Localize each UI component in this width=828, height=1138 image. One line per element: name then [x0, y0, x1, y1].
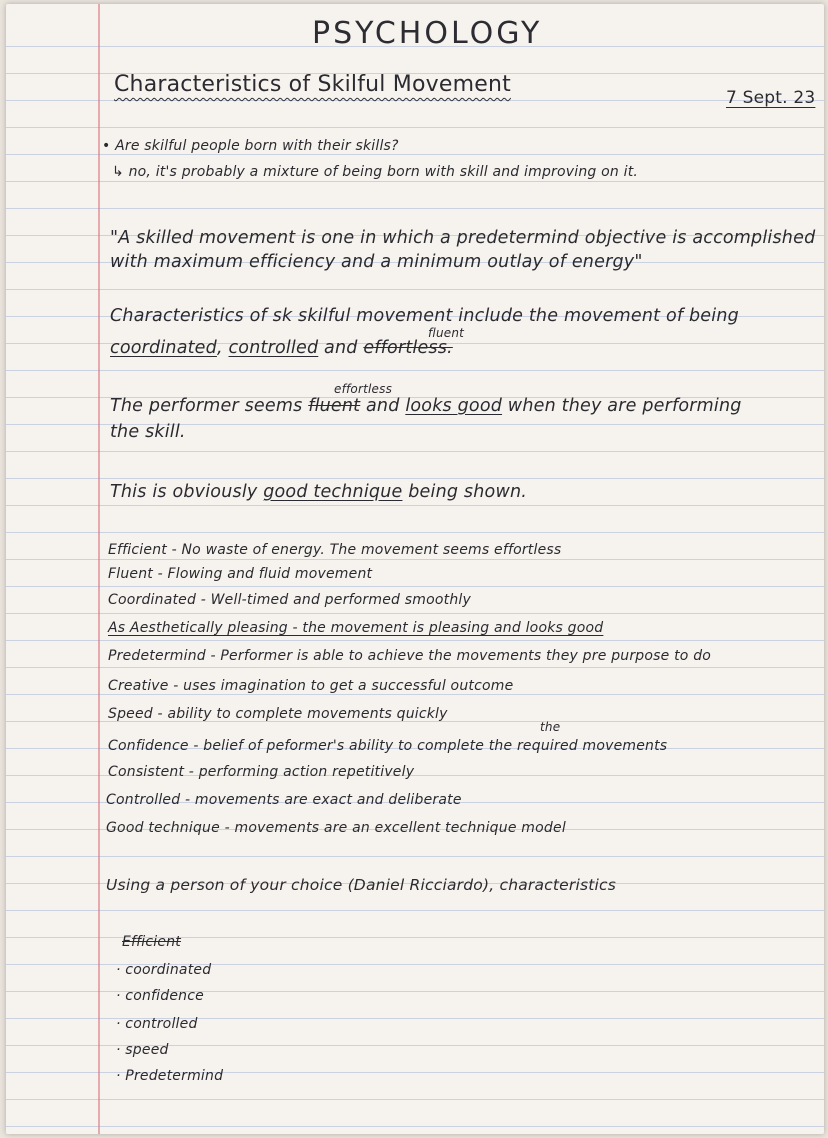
comma: ,: [216, 338, 229, 358]
definition-item: Predetermind - Performer is able to achieve the movements they pre purpose to do: [108, 648, 712, 664]
performer-text-a: The performer seems: [110, 396, 309, 416]
technique-text-c: being shown.: [402, 482, 528, 502]
example-item: · coordinated: [116, 962, 212, 978]
performer-line-2: the skill.: [110, 422, 186, 442]
answer-line: ↳ no, it's probably a mixture of being born with skill and improving on it.: [112, 164, 639, 180]
example-item: · controlled: [116, 1016, 198, 1032]
definition-item: Confidence - belief of peformer's ability to complete the required movements: [108, 738, 668, 754]
technique-text-a: This is obviously: [110, 482, 264, 502]
definition-item: Consistent - performing action repetitively: [108, 764, 415, 780]
characteristics-line-2: [110, 338, 453, 358]
definition-item: Fluent - Flowing and fluid movement: [108, 566, 373, 582]
quote-line-2: with maximum efficiency and a minimum outlay of energy": [110, 252, 643, 272]
performer-text-e: when they are performing: [502, 396, 742, 416]
definition-item: Coordinated - Well-timed and performed smoothly: [108, 592, 471, 608]
page-subtitle: Characteristics of Skilful Movement: [114, 72, 511, 97]
page-title: PSYCHOLOGY: [312, 16, 543, 51]
question-line: • Are skilful people born with their skills?: [102, 138, 399, 154]
good-technique-word: good technique: [263, 482, 403, 502]
fluent-struck: fluent: [308, 396, 361, 416]
example-item: Efficient: [122, 934, 181, 950]
page-date: 7 Sept. 23: [726, 88, 816, 108]
fluent-insert: fluent: [428, 326, 465, 340]
effortless-word: effortless.: [363, 338, 453, 358]
controlled-word: controlled: [228, 338, 319, 358]
definition-item: Controlled - movements are exact and deliberate: [106, 792, 462, 808]
performer-line-1: [110, 396, 742, 416]
the-insert: the: [540, 720, 561, 734]
looks-good-word: looks good: [405, 396, 503, 416]
example-item: · confidence: [116, 988, 204, 1004]
definition-item: Speed - ability to complete movements quickly: [108, 706, 448, 722]
definition-item: Good technique - movements are an excellent technique model: [106, 820, 566, 836]
characteristics-line-1: Characteristics of sk skilful movement include the movement of being: [110, 306, 739, 326]
coordinated-word: coordinated: [110, 338, 217, 358]
and-word: and: [318, 338, 364, 358]
notebook-page: [6, 4, 824, 1134]
definition-item: As Aesthetically pleasing - the movement is pleasing and looks good: [108, 620, 604, 636]
technique-line: [110, 482, 527, 502]
performer-text-c: and: [360, 396, 406, 416]
example-item: · speed: [116, 1042, 169, 1058]
definition-item: Efficient - No waste of energy. The movement seems effortless: [108, 542, 562, 558]
example-prompt: Using a person of your choice (Daniel Ricciardo), characteristics: [106, 876, 617, 894]
definition-item: Creative - uses imagination to get a successful outcome: [108, 678, 514, 694]
effortless-insert: effortless: [334, 382, 393, 396]
example-item: · Predetermind: [116, 1068, 224, 1084]
quote-line-1: "A skilled movement is one in which a predetermind objective is accomplished: [110, 228, 816, 248]
